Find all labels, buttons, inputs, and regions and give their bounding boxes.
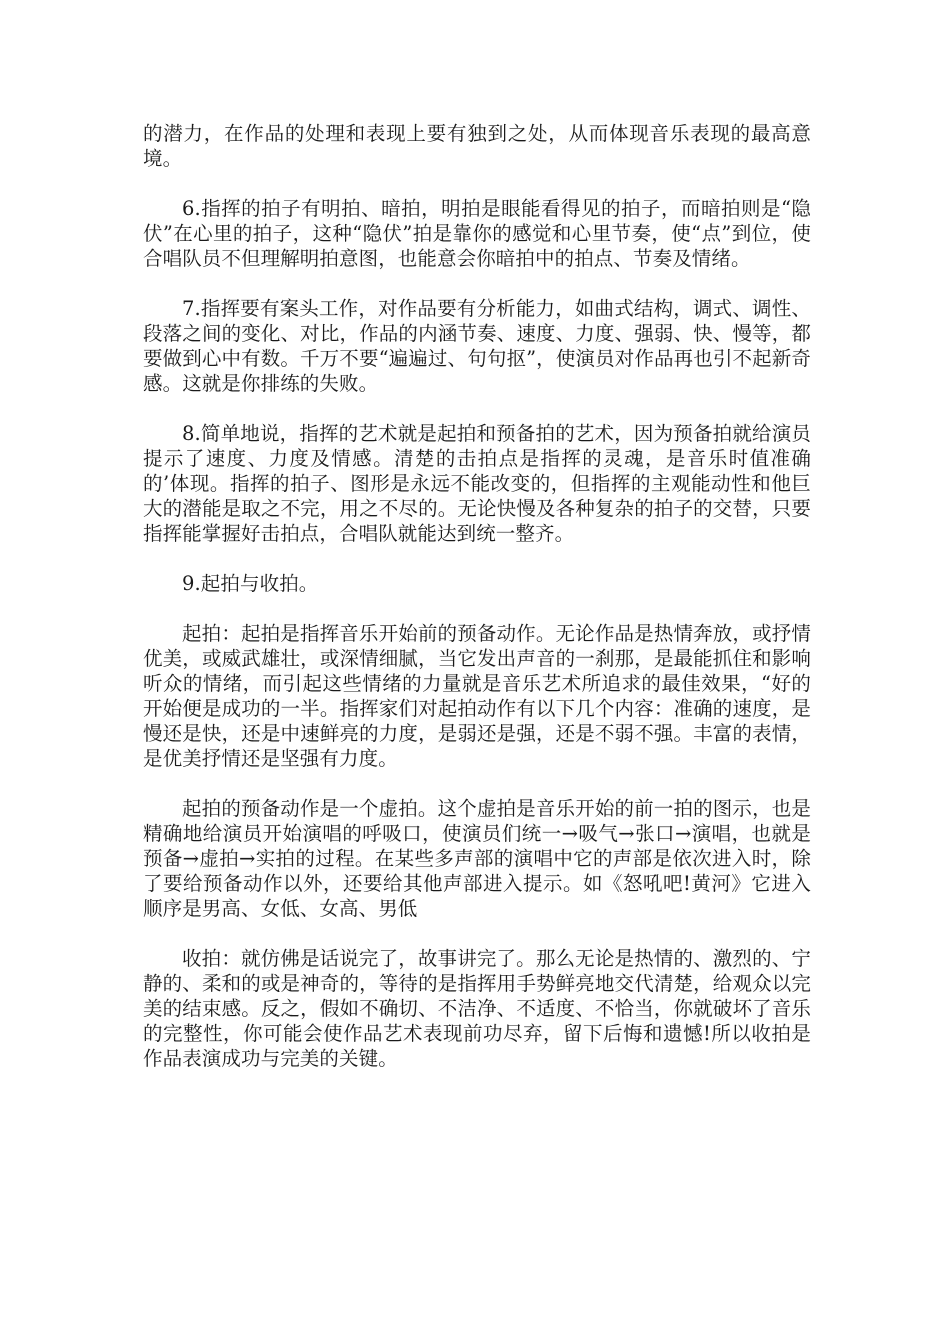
paragraph-qipai: 起拍：起拍是指挥音乐开始前的预备动作。无论作品是热情奔放，或抒情优美，或威武雄壮，或深情细腻，当它发出声音的一刹那，是最能抓住和影响听众的情绪，而引起这些情绪的力量就是音乐艺术所追求的最佳效果，“好的开始便是成功的一半。指挥家们对起拍动作有以下几个内容：准确的速度，是慢还是快，还是中速鲜亮的力度，是弱还是强，还是不弱不强。丰富的表情，是优美抒情还是坚强有力度。 (143, 622, 811, 770)
paragraph-continuation: 的潜力，在作品的处理和表现上要有独到之处，从而体现音乐表现的最高意境。 (143, 122, 811, 170)
paragraph-item-7: 7.指挥要有案头工作，对作品要有分析能力，如曲式结构，调式、调性、段落之间的变化、对比，作品的内涵节奏、速度、力度、强弱、快、慢等，都要做到心中有数。千万不要“遍遍过、句句抠”，使演员对作品再也引不起新奇感。这就是你排练的失败。 (143, 297, 811, 395)
paragraph-item-8: 8.简单地说，指挥的艺术就是起拍和预备拍的艺术，因为预备拍就给演员提示了速度、力度及情感。清楚的击拍点是指挥的灵魂，是音乐时值准确的’体现。指挥的拍子、图形是永远不能改变的，但指挥的主观能动性和他巨大的潜能是取之不完，用之不尽的。无论快慢及各种复杂的拍子的交替，只要指挥能掌握好击拍点，合唱队就能达到统一整齐。 (143, 422, 811, 545)
paragraph-shoupai: 收拍：就仿佛是话说完了，故事讲完了。那么无论是热情的、激烈的、宁静的、柔和的或是神奇的，等待的是指挥用手势鲜亮地交代清楚，给观众以完美的结束感。反之，假如不确切、不洁净、不适度、不恰当，你就破坏了音乐的完整性，你可能会使作品艺术表现前功尽弃，留下后悔和遗憾!所以收拍是作品表演成功与完美的关键。 (143, 947, 811, 1070)
paragraph-item-9: 9.起拍与收拍。 (182, 572, 319, 595)
paragraph-qipai-prep: 起拍的预备动作是一个虚拍。这个虚拍是音乐开始的前一拍的图示，也是精确地给演员开始演唱的呼吸口，使演员们统一→吸气→张口→演唱，也就是预备→虚拍→实拍的过程。在某些多声部的演唱中它的声部是依次进入时，除了要给预备动作以外，还要给其他声部进入提示。如《怒吼吧!黄河》它进入顺序是男高、女低、女高、男低 (143, 797, 811, 920)
paragraph-item-6: 6.指挥的拍子有明拍、暗拍，明拍是眼能看得见的拍子，而暗拍则是“隐伏”在心里的拍子，这种“隐伏”拍是靠你的感觉和心里节奏，使“点”到位，使合唱队员不但理解明拍意图，也能意会你暗拍中的拍点、节奏及情绪。 (143, 197, 811, 270)
document-page (143, 121, 811, 1096)
